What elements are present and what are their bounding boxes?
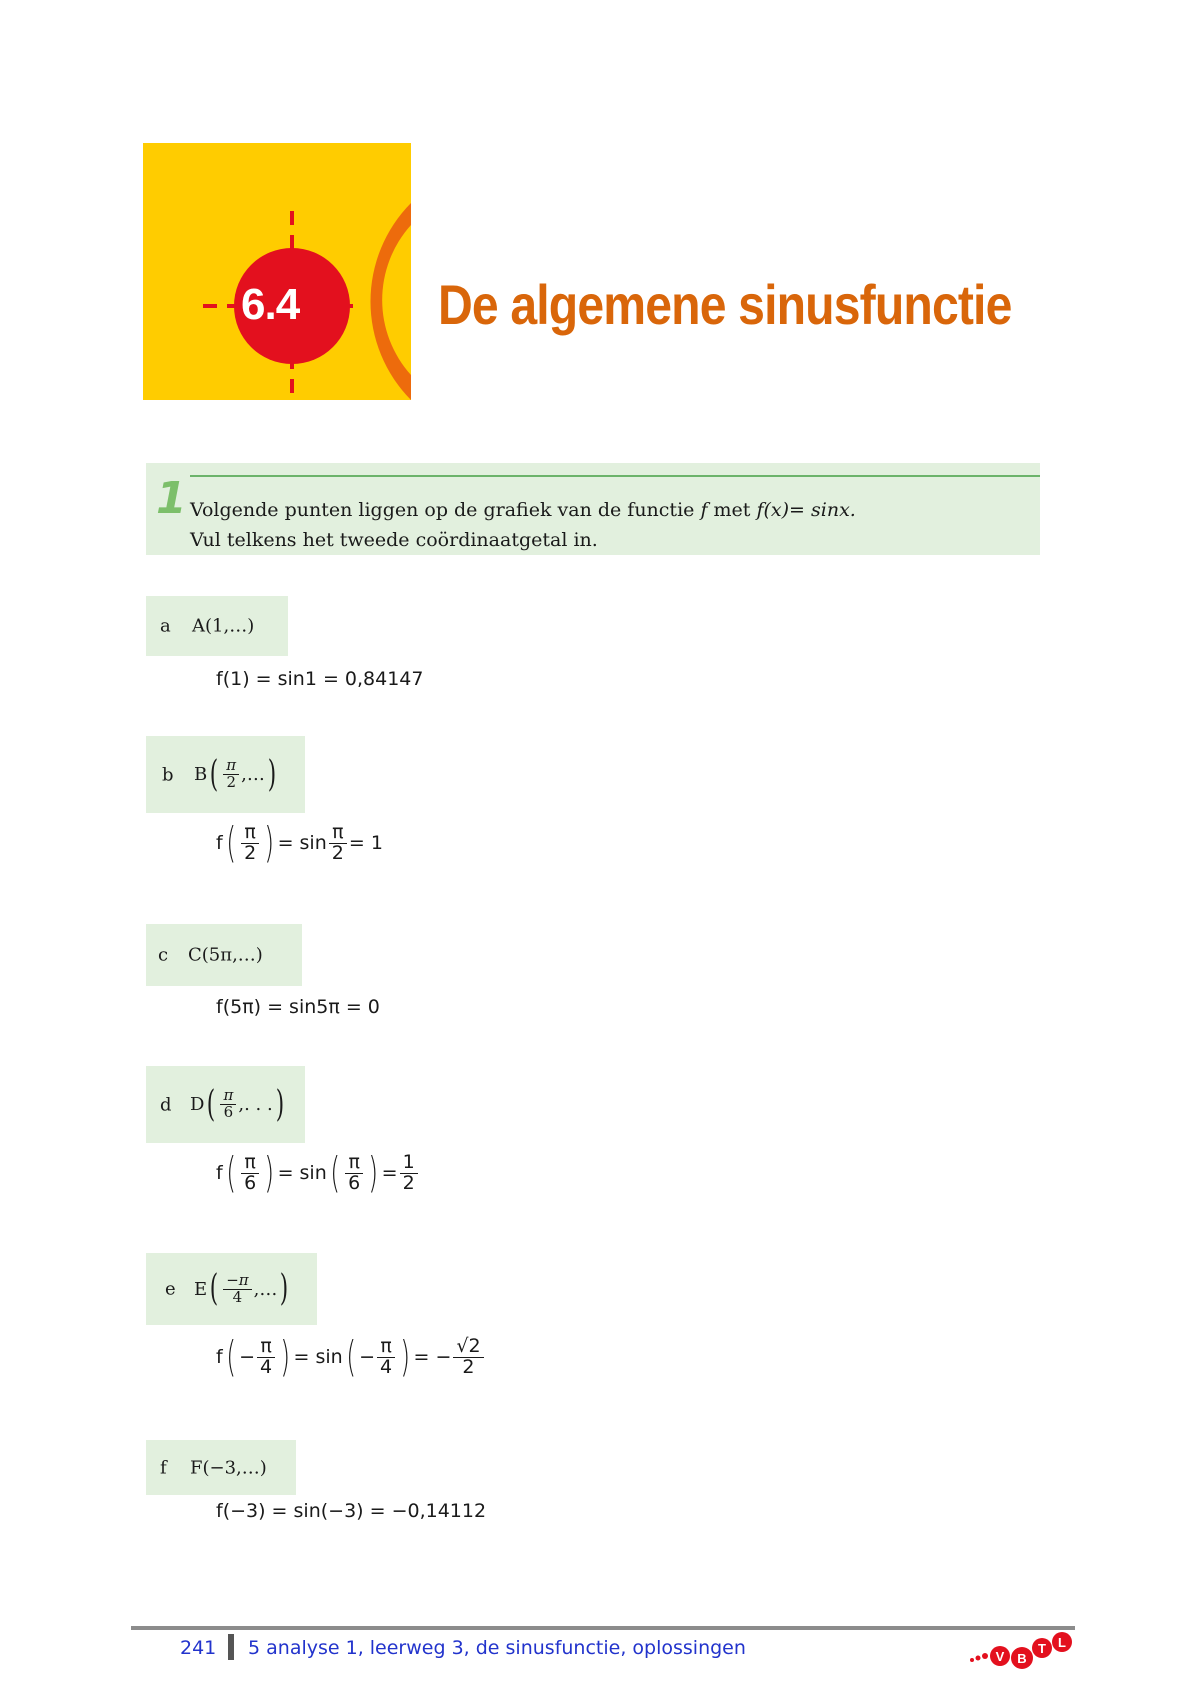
- section-logo-graphic: [143, 143, 411, 400]
- question-letter: e: [165, 1278, 176, 1300]
- footer-divider: [228, 1634, 234, 1660]
- fraction-numerator: π: [345, 1153, 362, 1174]
- section-logo: [143, 143, 411, 400]
- fraction-numerator: π: [241, 1153, 258, 1174]
- question-a: [146, 596, 288, 656]
- answer-b: f ( $\frac{\pi}{2}$ ) = sin $\frac{\pi}{2}$ = 1: [216, 818, 383, 867]
- fraction-numerator: π: [241, 823, 258, 844]
- point-name: B: [194, 764, 208, 785]
- question-f: [146, 1440, 296, 1495]
- point-rest: ,…: [241, 764, 265, 785]
- question-letter: a: [160, 615, 171, 637]
- answer-sin: = sin: [277, 832, 327, 854]
- fraction-denominator: 2: [226, 773, 236, 791]
- fraction-denominator: 6: [244, 1171, 257, 1194]
- question-letter: b: [162, 764, 174, 785]
- fraction-numerator: π: [257, 1337, 274, 1358]
- page-number: 241: [180, 1637, 217, 1659]
- prompt-line-1: [190, 499, 856, 521]
- answer-a: f(1) = sin1 = 0,84147: [216, 668, 424, 690]
- vbtl-logo-graphic: [966, 1630, 1076, 1674]
- question-point: F(−3,…): [190, 1457, 267, 1478]
- answer-result-fraction: [400, 1150, 418, 1194]
- logo-letter: T: [1038, 1641, 1046, 1656]
- answer-fraction: [241, 1150, 259, 1194]
- fraction-denominator: 2: [331, 841, 344, 864]
- question-c: [146, 924, 302, 986]
- fraction-denominator: 6: [223, 1103, 234, 1121]
- point-name: E: [194, 1278, 208, 1300]
- logo-letter: B: [1017, 1651, 1027, 1666]
- question-point: C(5π,…): [188, 944, 263, 966]
- point-rest: ,…: [253, 1278, 278, 1300]
- prompt-function-name: f: [700, 499, 708, 521]
- answer-sin: = sin: [293, 1346, 343, 1368]
- exercise-number: 1: [156, 473, 187, 524]
- question-letter: c: [158, 944, 169, 966]
- answer-result: = 1: [348, 832, 383, 854]
- answer-fraction-2: [345, 1150, 363, 1194]
- answer-result-fraction: [453, 1334, 483, 1378]
- prompt-formula: f(x)= sinx.: [756, 499, 856, 521]
- point-fraction: [220, 1088, 236, 1121]
- fraction-numerator: π: [329, 823, 346, 844]
- logo-letter: L: [1058, 1635, 1066, 1650]
- fraction-denominator: 2: [244, 841, 257, 864]
- fraction-numerator: 1: [400, 1153, 418, 1174]
- question-letter: d: [160, 1094, 172, 1115]
- answer-f: f: [216, 1346, 223, 1368]
- question-point: D ( $\frac{\pi}{6}$ ,. . . ): [190, 1083, 284, 1125]
- answer-minus: −: [239, 1346, 256, 1368]
- vbtl-logo: [966, 1630, 1076, 1674]
- answer-fraction: [257, 1334, 275, 1378]
- answer-equals: = −: [413, 1346, 452, 1368]
- answer-c: f(5π) = sin5π = 0: [216, 996, 380, 1018]
- fraction-denominator: 2: [462, 1355, 475, 1378]
- point-fraction: [223, 1270, 251, 1306]
- answer-f: f: [216, 1162, 223, 1184]
- footer-text: 5 analyse 1, leerweg 3, de sinusfunctie, oplossingen: [248, 1637, 746, 1659]
- answer-f: f: [216, 832, 223, 854]
- logo-letter: V: [995, 1649, 1005, 1664]
- question-d: [146, 1066, 305, 1143]
- question-letter: f: [160, 1457, 167, 1478]
- section-number: 6.4: [241, 280, 300, 329]
- prompt-text: Volgende punten liggen op de grafiek van de functie: [190, 499, 695, 521]
- question-point: A(1,…): [192, 615, 255, 637]
- answer-equals: =: [381, 1162, 398, 1184]
- fraction-numerator: π: [220, 1088, 236, 1105]
- answer-sin: = sin: [277, 1162, 327, 1184]
- point-rest: ,. . .: [238, 1094, 273, 1115]
- fraction-denominator: 4: [380, 1355, 393, 1378]
- prompt-text-2: met: [713, 499, 751, 521]
- answer-f: f(−3) = sin(−3) = −0,14112: [216, 1500, 487, 1522]
- fraction-denominator: 4: [260, 1355, 273, 1378]
- fraction-denominator: 6: [348, 1171, 361, 1194]
- answer-fraction: [241, 820, 259, 864]
- answer-fraction-2: [329, 820, 347, 864]
- fraction-denominator: 4: [232, 1287, 243, 1306]
- fraction-denominator: 2: [402, 1171, 415, 1194]
- question-point: E ( $\frac{-\pi}{4}$ ,… ): [194, 1268, 289, 1309]
- answer-fraction-2: [377, 1334, 395, 1378]
- fraction-numerator: π: [223, 758, 239, 775]
- fraction-numerator: −π: [223, 1273, 251, 1290]
- answer-e: f ( − $\frac{\pi}{4}$ ) = sin ( − $\frac{\pi}{4}$ ) = − $\frac{√2}{2}$: [216, 1336, 486, 1378]
- answer-minus-2: −: [359, 1346, 375, 1368]
- question-b: [146, 736, 305, 813]
- answer-d: f ( $\frac{\pi}{6}$ ) = sin ( $\frac{\pi}{6}$ ) = $\frac{1}{2}$: [216, 1152, 420, 1194]
- exercise-rule: [190, 475, 1040, 477]
- question-point: B ( $\frac{\pi}{2}$ ,… ): [194, 753, 277, 795]
- fraction-numerator: √2: [453, 1337, 483, 1358]
- chapter-title: De algemene sinusfunctie: [438, 273, 1012, 336]
- point-fraction: [223, 758, 239, 791]
- exercise-prompt: [146, 463, 1040, 555]
- fraction-numerator: π: [377, 1337, 394, 1358]
- prompt-line-2: Vul telkens het tweede coördinaatgetal in.: [190, 529, 598, 551]
- point-name: D: [190, 1094, 205, 1115]
- question-e: [146, 1253, 317, 1325]
- footer-rule: [131, 1626, 1075, 1630]
